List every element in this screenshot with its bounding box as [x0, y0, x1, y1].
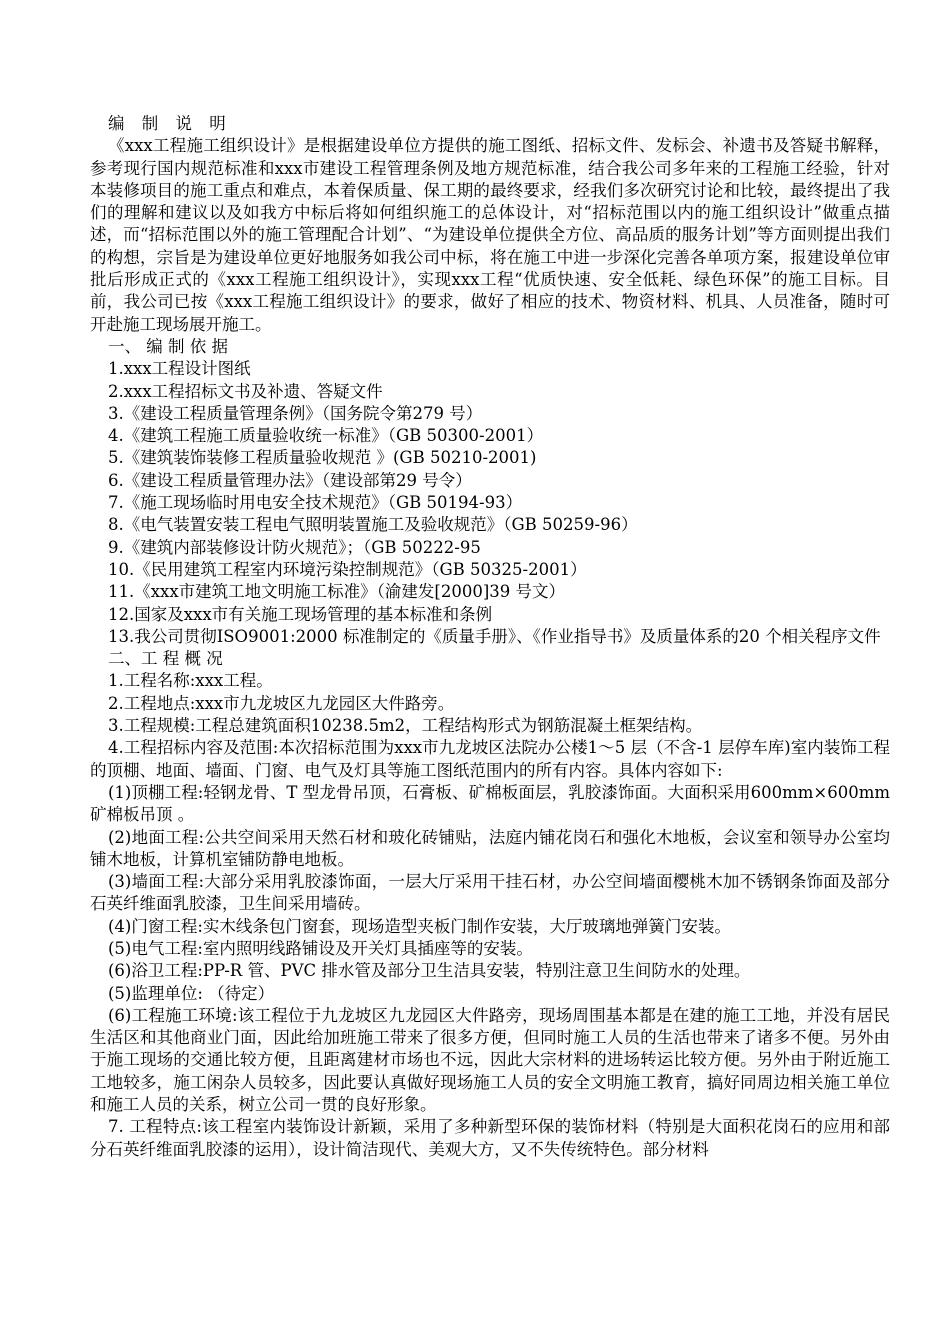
basis-item: 1.xxx工程设计图纸 — [108, 359, 251, 379]
overview-item: 3.工程规模:工程总建筑面积10238.5m2，工程结构形式为钢筋混凝土框架结构。 — [108, 716, 703, 736]
basis-item: 5.《建筑装饰装修工程质量验收规范 》(GB 50210-2001) — [108, 448, 537, 468]
basis-item: 2.xxx工程招标文书及补遗、答疑文件 — [108, 381, 383, 401]
section-heading-basis: 一、 编 制 依 据 — [108, 336, 228, 356]
basis-item: 6.《建设工程质量管理办法》（建设部第29 号令） — [108, 470, 472, 490]
overview-item: (5)电气工程:室内照明线路铺设及开关灯具插座等的安装。 — [108, 938, 533, 958]
overview-item: (6)工程施工环境:该工程位于九龙坡区九龙园区大件路旁，现场周围基本都是在建的施工工地，并没有居民生活区和其他商业门面，因此给加班施工带来了很多方便，但同时施工人员的生活也带来了诸多不便。另外由于施工现场的交通比较方便，且距离建材市场也不远，因此大宗材料的进场转运比较方便。另外由于附近施工工地较多，施工闲杂人员较多，因此要认真做好现场施工人员的安全文明施工教育，搞好同周边相关施工单位和施工人员的关系，树立公司一贯的良好形象。 — [90, 1005, 890, 1115]
basis-item: 7.《施工现场临时用电安全技术规范》（GB 50194-93） — [108, 493, 523, 513]
overview-item: (1)顶棚工程:轻钢龙骨、T 型龙骨吊顶，石膏板、矿棉板面层，乳胶漆饰面。大面积采用600mm×600mm 矿棉板吊顶 。 — [90, 782, 890, 825]
doc-title: 编 制 说 明 — [108, 114, 232, 133]
overview-item: (5)监理单位: （待定） — [108, 983, 275, 1003]
basis-item: 11.《xxx市建筑工地文明施工标准》（渝建发[2000]39 号文） — [108, 582, 566, 602]
overview-item: (2)地面工程:公共空间采用天然石材和玻化砖铺贴，法庭内铺花岗石和强化木地板，会议室和领导办公室均铺木地板，计算机室铺防静电地板。 — [90, 827, 890, 869]
basis-item: 10.《民用建筑工程室内环境污染控制规范》（GB 50325-2001） — [108, 559, 587, 579]
basis-item: 9.《建筑内部装修设计防火规范》；（GB 50222-95 — [108, 537, 481, 557]
overview-item: 7. 工程特点:该工程室内装饰设计新颖，采用了多种新型环保的装饰材料（特别是大面积花岗石的应用和部分石英纤维面乳胶漆的运用），设计简洁现代、美观大方，又不失传统特色。部分材料 — [90, 1117, 890, 1159]
basis-item: 8.《电气装置安装工程电气照明装置施工及验收规范》（GB 50259-96） — [108, 515, 638, 535]
document-page — [90, 113, 890, 1161]
basis-item: 4.《建筑工程施工质量验收统一标准》（GB 50300-2001） — [108, 426, 544, 446]
overview-item: (3)墙面工程:大部分采用乳胶漆饰面，一层大厅采用干挂石材，办公空间墙面樱桃木加不锈钢条饰面及部分石英纤维面乳胶漆，卫生间采用墙砖。 — [90, 872, 890, 914]
overview-item: 1.工程名称:xxx工程。 — [108, 671, 273, 691]
basis-item: 12.国家及xxx市有关施工现场管理的基本标准和条例 — [108, 604, 493, 624]
basis-item: 13.我公司贯彻ISO9001:2000 标准制定的《质量手册》、《作业指导书》及质量体系的20 个相关程序文件 — [108, 626, 881, 646]
overview-item: 4.工程招标内容及范围:本次招标范围为xxx市九龙坡区法院办公楼1～5 层（不含-1 层停车库)室内装饰工程的顶棚、地面、墙面、门窗、电气及灯具等施工图纸范围内的所有内容。具体内容如下: — [90, 738, 890, 780]
overview-item: 2.工程地点:xxx市九龙坡区九龙园区大件路旁。 — [108, 693, 455, 713]
basis-item: 3.《建设工程质量管理条例》（国务院令第279 号） — [108, 403, 483, 423]
overview-item: (4)门窗工程:实木线条包门窗套，现场造型夹板门制作安装，大厅玻璃地弹簧门安装。 — [108, 916, 731, 936]
section-heading-overview: 二、工 程 概 况 — [108, 649, 223, 669]
intro-paragraph: 《xxx工程施工组织设计》是根据建设单位方提供的施工图纸、招标文件、发标会、补遗书及答疑书解释，参考现行国内规范标准和xxx市建设工程管理条例及地方规范标准，结合我公司多年来的工程施工经验，针对本装修项目的施工重点和难点，本着保质量、保工期的最终要求，经我们多次研究讨论和比较，最终提出了我们的理解和建议以及如我方中标后将如何组织施工的总体设计，对“招标范围以内的施工组织设计”做重点描述，而“招标范围以外的施工管理配合计划”、“为建设单位提供全方位、高品质的服务计划”等方面则提出我们的构想，宗旨是为建设单位更好地服务如我公司中标，将在施工中进一步深化完善各单项方案，报建设单位审批后形成正式的《xxx工程施工组织设计》，实现xxx工程“优质快速、安全低耗、绿色环保”的施工目标。目前，我公司已按《xxx工程施工组织设计》的要求，做好了相应的技术、物资材料、机具、人员准备，随时可开赴施工现场展开施工。 — [90, 136, 890, 334]
overview-item: (6)浴卫工程:PP-R 管、PVC 排水管及部分卫生洁具安装，特别注意卫生间防水的处理。 — [108, 961, 751, 981]
